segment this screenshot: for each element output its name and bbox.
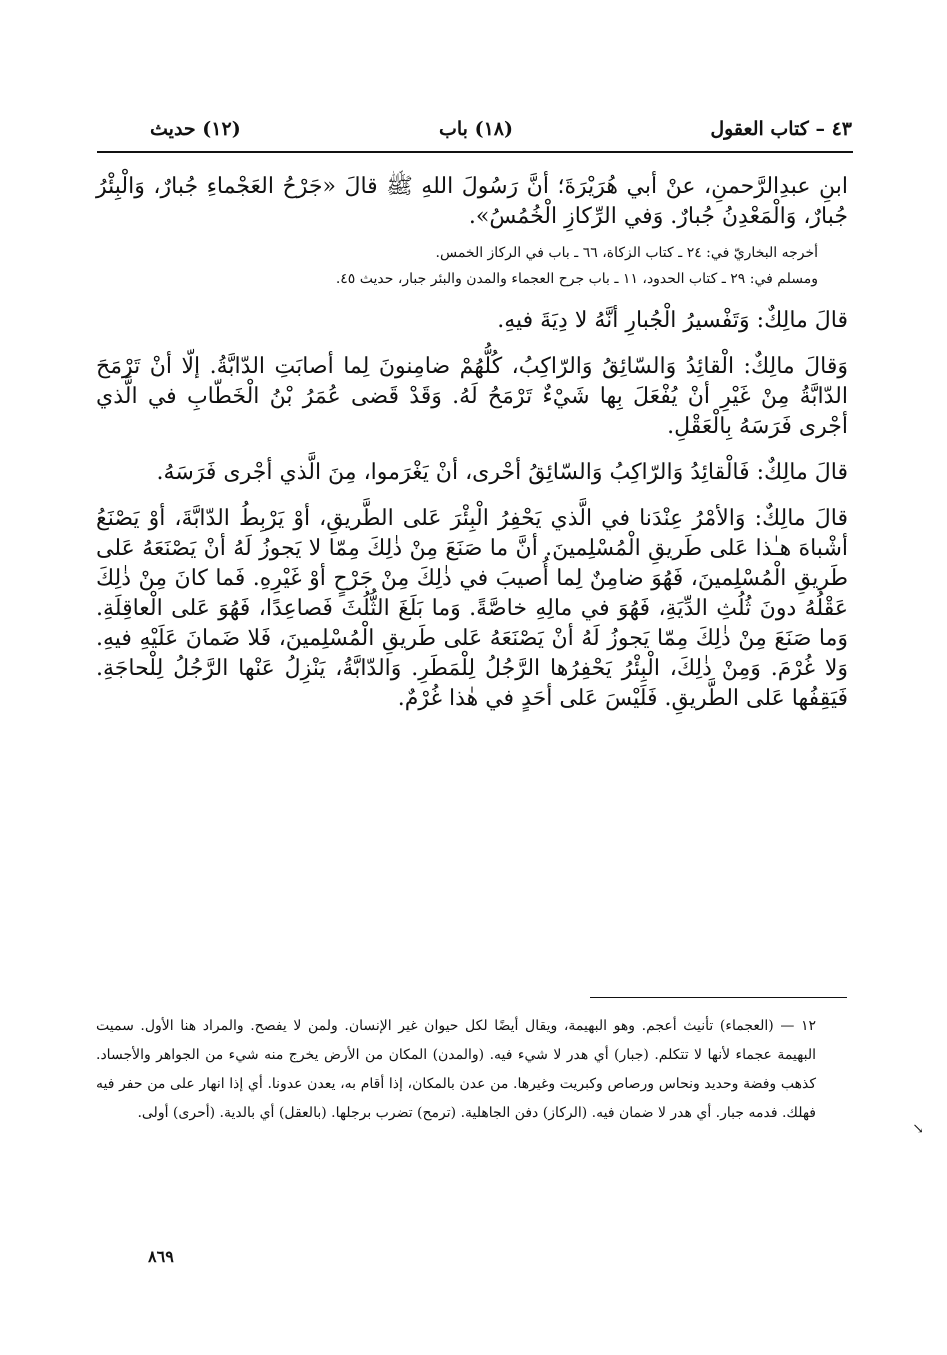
footnote-rule (590, 997, 847, 998)
paragraph-driver-liability: قالَ مالِكٌ: فَالْقائِدُ وَالرّاكِبُ وَالسّائِقُ أحْرى، أنْ يَغْرَموا، مِنَ الَّذي أجْرى فَرَسَهُ. (156, 460, 848, 485)
chapter-label: (١٨) باب (439, 118, 513, 140)
margin-mark-icon: ↘ (912, 1121, 924, 1137)
page-number: ٨٦٩ (148, 1247, 174, 1266)
header-rule (97, 151, 853, 153)
paragraph-road-ruling: قالَ مالِكٌ: وَالأمْرُ عِنْدَنا في الَّذي يَحْفِرُ الْبِئْرَ عَلى الطَّريقِ، أوْ يَرْبِطُ الدّابَّةَ، أوْ يَصْنَعُ أشْباهَ هـٰذا عَلى طَريقِ الْمُسْلِمينَ. أنَّ ما صَنَعَ مِنْ ذٰلِكَ مِمّا لا يَجوزُ لَهُ أنْ يَصْنَعَهُ عَلى طَريقِ الْمُسْلِمينَ، فَهُوَ ضامِنٌ لِما أُصيبَ في ذٰلِكَ مِنْ جَرْحٍ أوْ غَيْرِهِ. فَما كانَ مِنْ ذٰلِكَ عَقْلُهُ دونَ ثُلُثِ الدِّيَةِ، فَهُوَ في مالِهِ خاصَّةً. وَما بَلَغَ الثُّلُثَ فَصاعِدًا، فَهُوَ عَلى الْعاقِلَةِ. وَما صَنَعَ مِنْ ذٰلِكَ مِمّا يَجوزُ لَهُ أنْ يَصْنَعَهُ عَلى طَريقِ الْمُسْلِمينَ، فَلا ضَمانَ عَلَيْهِ فيهِ. وَلا غُرْمَ. وَمِنْ ذٰلِكَ، الْبِئْرُ يَحْفِرُها الرَّجُلُ لِلْمَطَرِ. وَالدّابَّةُ، يَنْزِلُ عَنْها الرَّجُلُ لِلْحاجَةِ. فَيَقِفُها عَلى الطَّريقِ. فَلَيْسَ عَلى أحَدٍ في هٰذا غُرْمٌ. (96, 506, 848, 711)
main-text (96, 172, 848, 714)
paragraph-rider-liability: وَقالَ مالِكٌ: الْقائِدُ وَالسّائِقُ وَالرّاكِبُ، كُلُّهُمْ ضامِنونَ لِما أصابَتِ الدّابَّةُ. إلّا أنْ تَرْمَحَ الدّابَّةُ مِنْ غَيْرِ أنْ يُفْعَلَ بِها شَيْءٌ تَرْمَحُ لَهُ. وَقَدْ قَضى عُمَرُ بْنُ الْخَطّابِ في الَّذي أجْرى فَرَسَهُ بِالْعَقْلِ. (96, 354, 848, 439)
paragraph-jubar-definition: قالَ مالِكٌ: وَتَفْسيرُ الْجُبارِ أنَّهُ لا دِيَةَ فيهِ. (497, 308, 848, 333)
footnote-12: ١٢ — (العجماء) تأنيث أعجم. وهو البهيمة، ويقال أيضًا لكل حيوان غير الإنسان. ولمن لا يفصح. والمراد هنا الأول. سميت البهيمة عجماء لأنها لا تتكلم. (جبار) أي هدر لا شيء فيه. (والمدن) المكان من الأرض يخرج منه شيء من الجواهر والأجساد. كذهب وفضة وحديد ونحاس ورصاص وكبريت وغيرها. من عدن بالمكان، إذا أقام به، يعدن عدونا. أي إذا انهار على من حفر فيه فهلك. فدمه جبار. أي هدر لا ضمان فيه. (الركاز) دفن الجاهلية. (ترمح) تضرب برجلها. (بالعقل) أي بالدية. (أحرى) أولى. (96, 1018, 816, 1121)
hadith-label: (١٢) حديث (150, 118, 241, 140)
source-bukhari: أخرجه البخاريّ في: ٢٤ ـ كتاب الزكاة، ٦٦ ـ باب في الركاز الخمس. (435, 245, 818, 261)
running-head (100, 112, 852, 152)
hadith-text: ابنِ عبدِالرَّحمنِ، عنْ أبي هُرَيْرَةَ؛ أنَّ رَسُولَ اللهِ ﷺ قالَ «جَرْحُ العَجْماءِ جُبارٌ، وَالْبِئْرُ جُبارٌ، وَالْمَعْدِنُ جُبارٌ. وَفي الرِّكازِ الْخُمُسُ». (96, 174, 848, 229)
footnotes (96, 1012, 816, 1128)
book-title: ٤٣ – كتاب العقول (710, 118, 852, 140)
source-muslim: ومسلم في: ٢٩ ـ كتاب الحدود، ١١ ـ باب جرح العجماء والمدن والبئر جبار، حديث ٤٥. (335, 271, 818, 287)
